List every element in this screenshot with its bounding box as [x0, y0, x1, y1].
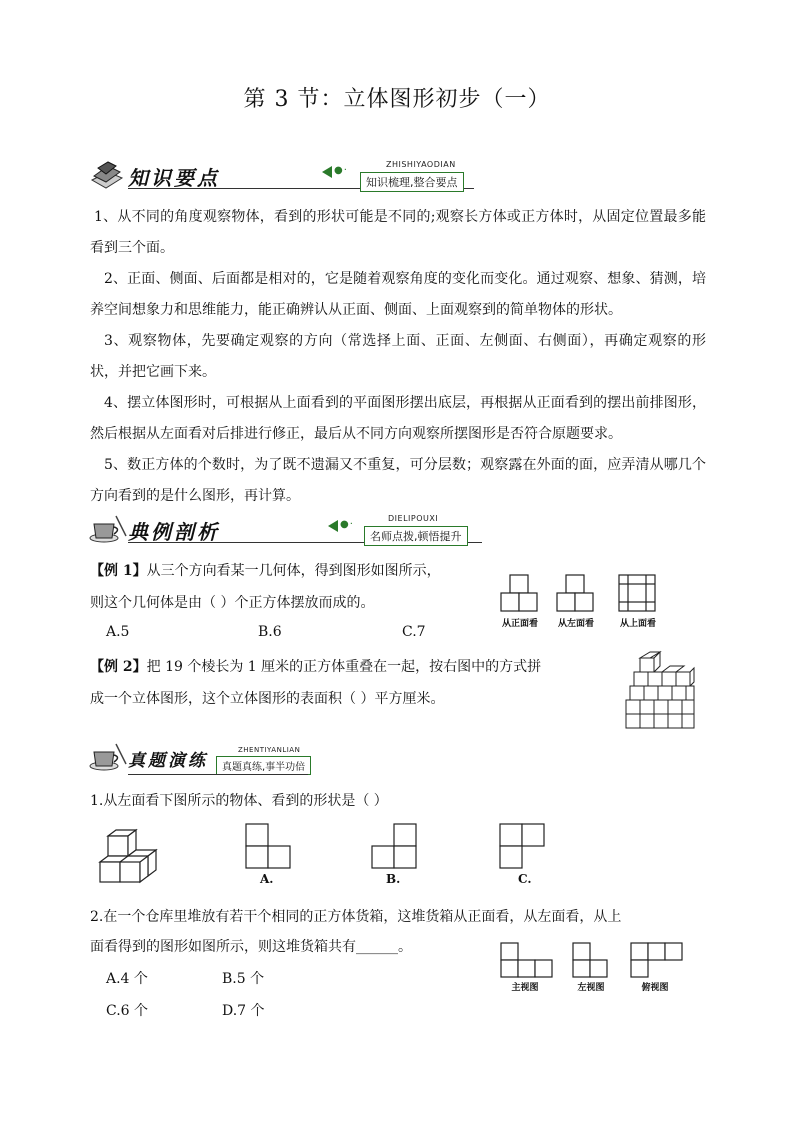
option-b: B.6 [258, 624, 282, 640]
page-title: 第 3 节：立体图形初步（一） [243, 87, 551, 112]
section-banner-examples: 典例剖析 ●· DIELIPOUXI 名师点拨,顿悟提升 [88, 512, 486, 546]
question1-text: 1.从左面看下图所示的物体、看到的形状是（ ） [90, 793, 388, 809]
section-title: 真题演练 [128, 751, 208, 771]
figure-caption: 左视图 [577, 983, 605, 993]
knowledge-point: 2、正面、侧面、后面都是相对的，它是随着观察角度的变化而变化。通过观察、想象、猜测，培养空间想象力和思维能力，能正确辨认从正面、侧面、上面观察到的简单物体的形状。 [90, 271, 706, 318]
example2-staircase-figure [626, 650, 698, 732]
example1-top-view [618, 574, 658, 612]
example2-text: 把 19 个棱长为 1 厘米的正方体重叠在一起，按右图中的方式拼 [146, 659, 542, 675]
figure-caption: 从上面看 [619, 619, 656, 629]
option-b-figure [370, 822, 418, 870]
knowledge-point: 1、从不同的角度观察物体，看到的形状可能是不同的;观察长方体或正方体时，从固定位置最多能看到三个面。 [90, 209, 706, 256]
figure-caption: 从左面看 [557, 619, 594, 629]
question1-solid-figure [98, 828, 162, 890]
example2-label: 【例 2】 [90, 659, 147, 675]
q2-front-view [500, 942, 554, 978]
option-a-figure [244, 822, 292, 870]
section-tag: 真题真练,事半功倍 [216, 756, 311, 775]
option-c-label: C. [518, 872, 532, 886]
example1-line1 [90, 560, 441, 580]
option-a: A.4 个 [106, 971, 148, 987]
figure-caption: 俯视图 [641, 983, 669, 993]
section-banner-knowledge: 知识要点 ●· ZHISHIYAODIAN 知识梳理,整合要点 [88, 158, 478, 192]
section-title: 知识要点 [128, 166, 220, 190]
q2-left-view [572, 942, 610, 978]
section-en: DIELIPOUXI [388, 514, 439, 523]
option-c-figure [498, 822, 546, 870]
section-tag: 名师点拨,顿悟提升 [364, 526, 468, 546]
coffee-cup-icon [88, 740, 128, 774]
section-banner-practice [88, 740, 310, 774]
knowledge-point: 3、观察物体，先要确定观察的方向（常选择上面、正面、左侧面、右侧面），再确定观察的形状，并把它画下来。 [90, 333, 706, 380]
option-b-label: B. [386, 872, 401, 886]
example1-text: 从三个方向看某一几何体，得到图形如图所示， [146, 563, 441, 579]
figure-caption: 从正面看 [501, 619, 538, 629]
section-en: ZHENTIYANLIAN [238, 746, 301, 754]
option-c: C.7 [402, 624, 426, 640]
option-d: D.7 个 [222, 1003, 265, 1019]
example2-line1 [90, 656, 541, 676]
question2-line2: 面看得到的图形如图所示，则这堆货箱共有______。 [90, 939, 412, 955]
example1-left-view [556, 574, 598, 612]
example1-line2: 则这个几何体是由（ ）个正方体摆放而成的。 [90, 595, 375, 611]
option-a-label: A. [260, 872, 274, 886]
section-en: ZHISHIYAODIAN [386, 160, 456, 169]
section-title: 典例剖析 [128, 520, 220, 544]
option-a: A.5 [106, 624, 130, 640]
example2-line2: 成一个立体图形，这个立体图形的表面积（ ）平方厘米。 [90, 691, 445, 707]
option-b: B.5 个 [222, 971, 265, 987]
question2-line1: 2.在一个仓库里堆放有若干个相同的正方体货箱，这堆货箱从正面看，从左面看，从上 [90, 909, 622, 925]
example1-front-view [500, 574, 542, 612]
book-icon [88, 158, 124, 192]
knowledge-point: 4、摆立体图形时，可根据从上面看到的平面图形摆出底层，再根据从正面看到的摆出前排图形，然后根据从左面看对后排进行修正，最后从不同方向观察所摆图形是否符合原题要求。 [90, 395, 706, 442]
figure-caption: 主视图 [511, 983, 539, 993]
q2-top-view [630, 942, 684, 978]
knowledge-point: 5、数正方体的个数时，为了既不遗漏又不重复，可分层数；观察露在外面的面，应弄清从哪几个方向看到的是什么图形，再计算。 [90, 457, 706, 504]
example1-label: 【例 1】 [90, 563, 147, 579]
section-tag: 知识梳理,整合要点 [360, 172, 464, 192]
coffee-cup-icon [88, 512, 128, 546]
option-c: C.6 个 [106, 1003, 149, 1019]
